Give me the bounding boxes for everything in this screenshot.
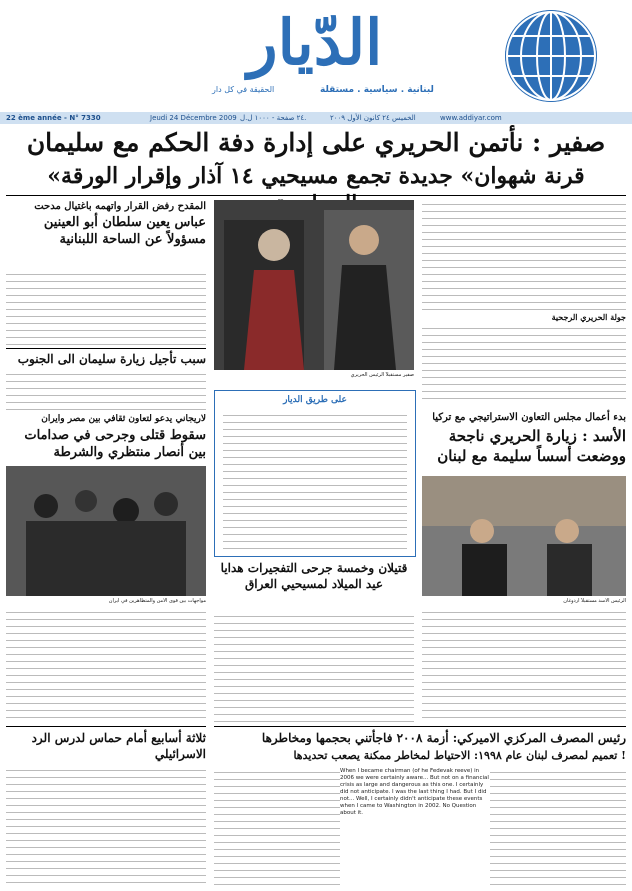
main-headline: صفير : نأتمن الحريري على إدارة دفة الحكم مع سليمان	[26, 128, 606, 157]
masthead	[0, 0, 632, 110]
issue-number: 22 ème année - N° 7330	[6, 114, 101, 122]
english-quote: When I became chairman (of he Fedevak reeve) in 2006 we were certainly aware... But not on a financial crisis as large and dangerous as this one. I certainly did not anticipate. I was the last thing I had. But I did not... Well, I certainly didn't anticipate these events when I came to Washington in 2002. No Question about it.	[340, 768, 490, 886]
article-body	[6, 766, 206, 886]
divider	[6, 195, 626, 196]
photo-sfeir-hariri	[214, 200, 414, 370]
article-body	[422, 324, 626, 404]
article-subheadline: تعميم لمصرف لبنان عام ١٩٩٨: الاحتياط لمخاطر ممكنة يصعب تحديدها !	[293, 749, 626, 762]
secondary-headline: «قرنة شهوان» جديدة تجمع مسيحيي ١٤ آذار وإقرار الورقة	[47, 163, 585, 189]
article-kicker: المقدح رفض القرار واتهمه باغتيال مدحت	[34, 201, 206, 212]
tagline: لبنانية . سياسية . مستقلة	[320, 85, 434, 95]
divider	[6, 726, 206, 727]
article-headline: رئيس المصرف المركزي الاميركي: أزمة ٢٠٠٨ فاجأتني بحجمها ومخاطرها	[261, 731, 626, 745]
article-headline: سقوط قتلى وجرحى في صدامات بين أنصار منتظري والشرطة	[24, 428, 206, 460]
globe-logo-icon	[505, 10, 597, 102]
article-headline: سبب تأجيل زيارة سليمان الى الجنوب	[17, 352, 206, 366]
divider	[6, 348, 206, 349]
price: ٢٤ صفحة - ١٠٠٠ ل.ل.	[240, 114, 307, 122]
divider	[214, 726, 626, 727]
date-arabic: الخميس ٢٤ كانون الأول ٢٠٠٩	[330, 114, 416, 122]
website[interactable]: www.addiyar.com	[440, 114, 502, 122]
article-body	[6, 370, 206, 410]
article-body	[6, 270, 206, 345]
article-body	[422, 200, 626, 310]
article-body	[214, 612, 414, 722]
photo-caption: الرئيس الأسد مستقبلاً أردوغان	[563, 598, 626, 604]
editorial-body	[223, 411, 407, 549]
article-headline: الأسد : زيارة الحريري ناجحة ووضعت أسساً سليمة مع لبنان	[437, 427, 626, 465]
article-headline: قتيلان وخمسة جرحى التفجيرات هدايا عيد الميلاد لمسيحيي العراق	[220, 561, 408, 591]
slogan: الحقيقة في كل دار	[212, 85, 275, 94]
article-body	[422, 608, 626, 723]
issue-info-bar	[0, 112, 632, 124]
date-french: Jeudi 24 Décembre 2009	[150, 114, 237, 122]
article-body	[6, 608, 206, 723]
photo-caption: صفير مستقبلاً الرئيس الحريري	[350, 372, 414, 378]
article-headline: جولة الحريري الرجحية	[551, 312, 626, 322]
article-kicker: بدء أعمال مجلس التعاون الاستراتيجي مع تركيا	[432, 412, 626, 423]
article-kicker: لاريجاني يدعو لتعاون ثقافي بين مصر وايران	[41, 414, 206, 424]
article-headline: عباس يعين سلطان أبو العينين مسؤولاً عن الساحة اللبنانية	[43, 215, 206, 247]
editorial-title: على طريق الديار	[283, 395, 347, 405]
photo-caption: مواجهات بين قوى الامن والمتظاهرين في ايران	[108, 598, 206, 604]
article-headline: ثلاثة أسابيع أمام حماس لدرس الرد الاسرائيلي	[31, 731, 206, 761]
photo-iran-clashes	[6, 466, 206, 596]
photo-assad-erdogan	[422, 476, 626, 596]
newspaper-logo: الدّيار	[247, 6, 383, 79]
